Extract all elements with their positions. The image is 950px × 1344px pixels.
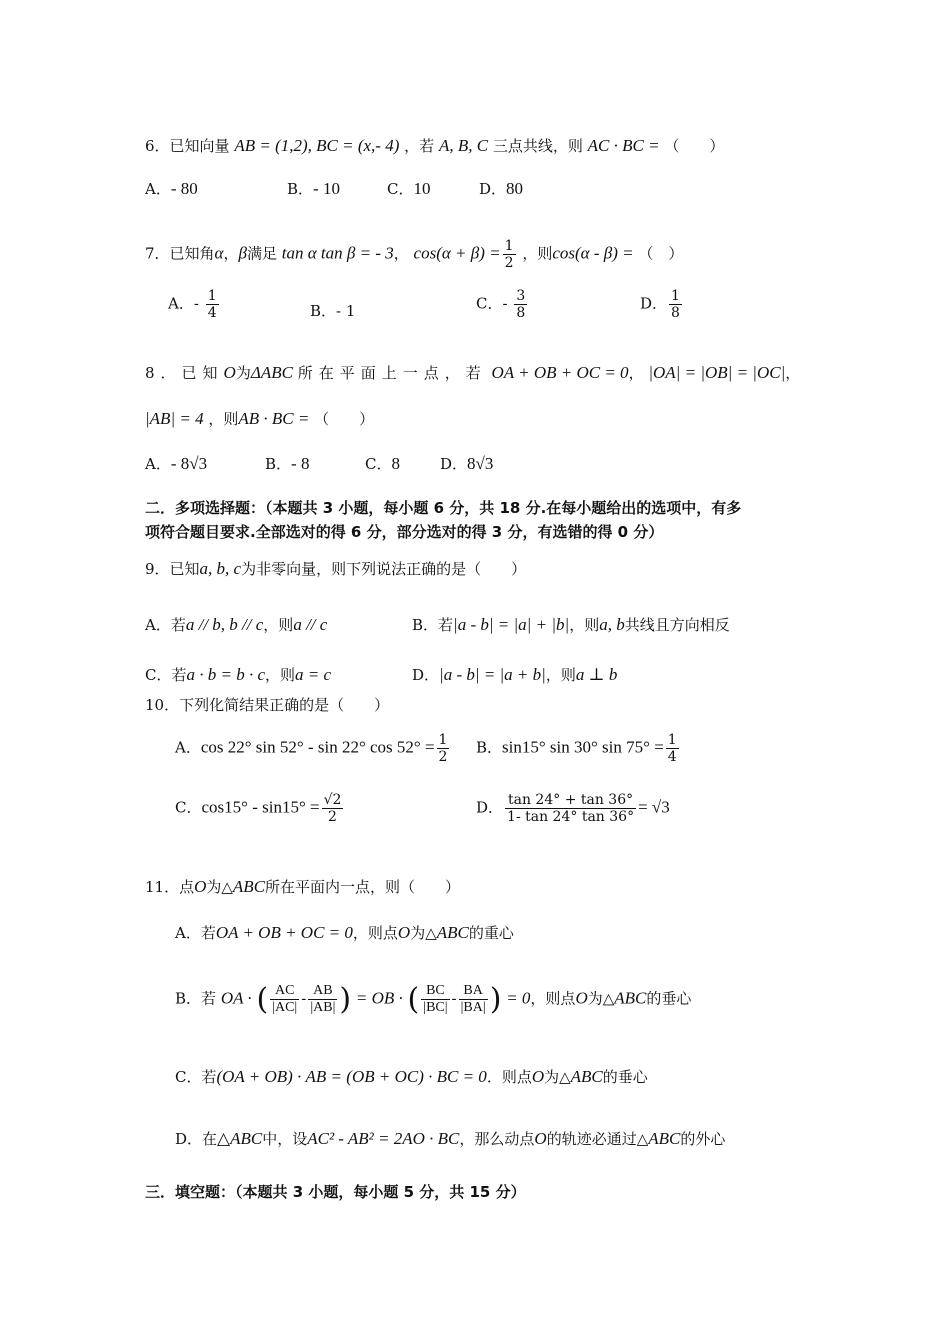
q6-vectors: AB = (1,2), BC = (x,- 4) (234, 136, 400, 155)
q7-option-a: A．- $\frac{1}{4}$ (168, 288, 217, 321)
q7-option-d: D． $\frac{1}{8}$ (640, 288, 680, 321)
q10-option-c: C．cos15° - sin15° = $\frac{√2}{2}$ (175, 792, 342, 825)
q10-option-b: B．sin15° sin 30° sin 75° = $\frac{1}{4}$ (476, 732, 677, 765)
q8-option-b: B．- 8 (265, 454, 310, 473)
q8-option-c: C．8 (365, 454, 400, 473)
q7-option-b: B．- 1 (310, 302, 356, 320)
question-10: 10．下列化简结果正确的是（ ） (145, 696, 390, 714)
q11-option-a: A．若OA + OB + OC = 0，则点O为△ABC的重心 (175, 923, 514, 942)
q6-cond-post: 三点共线，则 (492, 137, 583, 155)
q8-cond1: OA + OB + OC = 0 (491, 363, 629, 382)
q11-option-d: D．在△ABC中，设AC² - AB² = 2AO · BC，那么动点O的轨迹必通过△ABC的外心 (175, 1129, 726, 1148)
q11-option-c: C．若(OA + OB) · AB = (OB + OC) · BC = 0．则点O为△ABC的垂心 (175, 1067, 648, 1086)
q9-option-b: B．若|a - b| = |a| + |b|，则a, b共线且方向相反 (412, 615, 730, 634)
section-3-heading: 三．填空题：（本题共 3 小题，每小题 5 分，共 15 分） (145, 1183, 526, 1201)
q8-cond2: |OA| = |OB| = |OC| (648, 363, 786, 382)
q7-cond1: tan α tan β = - 3 (281, 243, 394, 263)
question-9: 9．已知a, b, c为非零向量，则下列说法正确的是（ ） (145, 559, 527, 578)
q6-target: AC · BC = (587, 136, 660, 155)
q8-option-a: A．- 8√3 (145, 454, 208, 473)
question-11: 11．点O为△ABC所在平面内一点，则（ ） (145, 877, 461, 896)
q6-option-a: A．- 80 (145, 179, 198, 198)
q7-cond2: cos(α + β) = (413, 243, 501, 263)
q6-option-b: B．- 10 (287, 179, 340, 198)
q10-option-a: A．cos 22° sin 52° - sin 22° cos 52° = $\frac{1}{2}$ (175, 732, 448, 765)
q6-option-d: D．80 (479, 179, 524, 198)
question-6 (145, 135, 724, 157)
section-2-heading-line1: 二．多项选择题：（本题共 3 小题，每小题 6 分，共 18 分.在每小题给出的选项中，有多 (145, 499, 742, 517)
q6-cond-pre: ，若 (404, 137, 435, 155)
q7-alpha: α (214, 243, 224, 263)
q11-option-b: B．若 OA · ( $\frac{AC}{|AC|}$ - $\frac{AB}{|AB|}$ ) = OB · ( $\frac{BC}{|BC|}$ - $\frac{BA}{|BA|}$ ) = 0，则点O为△ABC的垂心 (175, 982, 692, 1017)
q9-option-c: C．若a · b = b · c，则a = c (145, 665, 332, 684)
q6-points: A, B, C (438, 136, 489, 155)
section-2-heading-line2: 项符合题目要求.全部选对的得 6 分，部分选对的得 3 分，有选错的得 0 分） (145, 523, 664, 541)
q7-option-c: C．- $\frac{3}{8}$ (476, 288, 526, 321)
q7-target: cos(α - β) = (552, 243, 634, 263)
q6-stem: 6．已知向量 (145, 137, 230, 155)
question-8: 8．已知O为ΔABC 所在平面上一点，若 OA + OB + OC = 0， |OA| = |OB| = |OC|， (145, 363, 801, 382)
q9-option-d: D．|a - b| = |a + b|，则a ⊥ b (412, 665, 618, 684)
q8-option-d: D．8√3 (440, 454, 494, 473)
question-8-line2: |AB| = 4 ，则AB · BC = （ ） (145, 409, 375, 428)
q8-cond3: |AB| = 4 (145, 409, 204, 428)
question-7: 7．已知角α，β满足 tan α tan β = - 3， cos(α + β) = $\frac{1}{2}$ ，则cos(α - β) = （ ） (145, 238, 684, 271)
q9-option-a: A．若a // b, b // c，则a // c (145, 615, 328, 634)
q6-paren: （ ） (664, 137, 725, 155)
q8-target: AB · BC = (238, 409, 310, 428)
q10-option-d: D． $\frac{\tan 24^\circ + \tan 36^\circ}{1- \tan 24^\circ \tan 36^\circ}$ = √3 (476, 792, 670, 825)
q6-option-c: C．10 (387, 179, 431, 198)
q7-beta: β (238, 243, 247, 263)
